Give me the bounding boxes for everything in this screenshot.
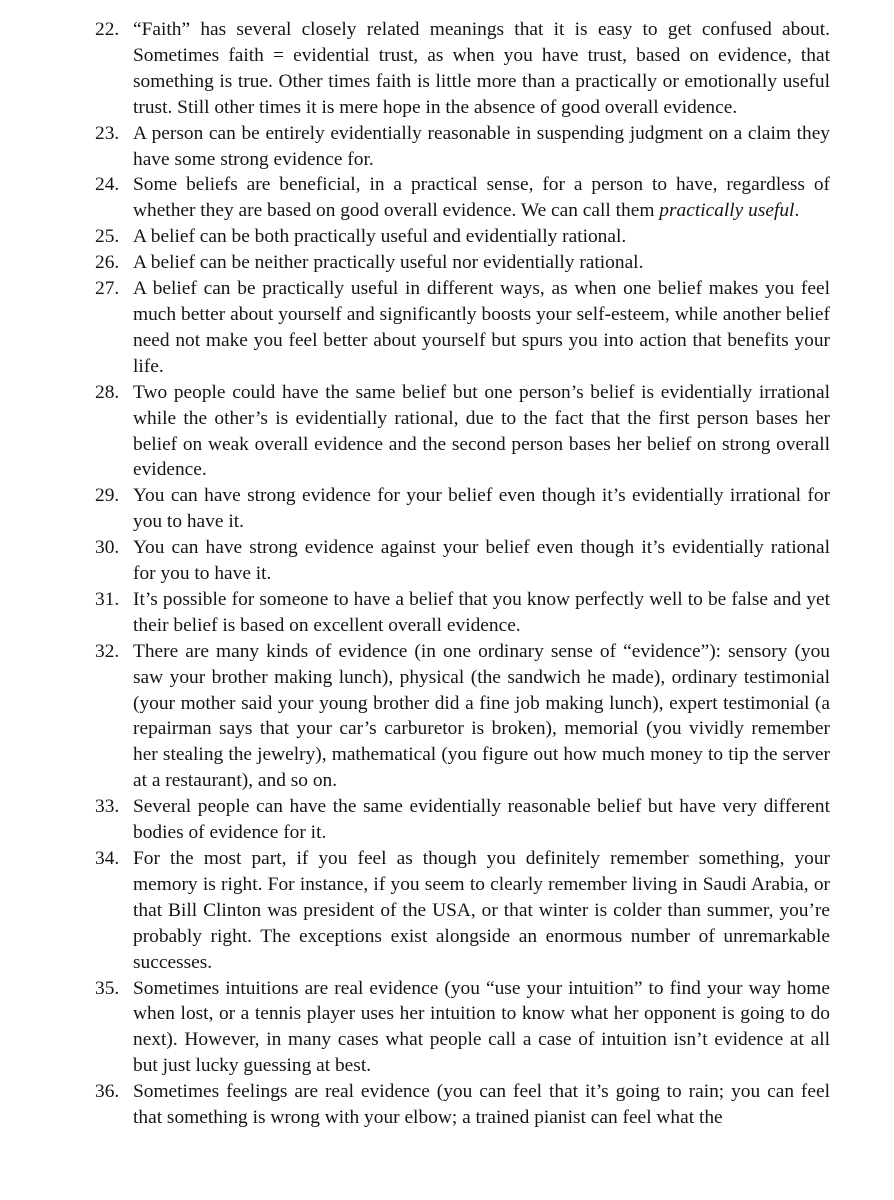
list-item <box>86 276 830 380</box>
item-number: 24. <box>95 174 120 196</box>
list-item <box>86 587 830 639</box>
numbered-list <box>86 17 830 1131</box>
item-text: Two people could have the same belief but one person’s belief is evidentially irrational while the other’s is evidentially rational, due to the fact that the first person bases her belief on weak overall evidence and the second person bases her belief on strong overall evidence. <box>133 381 830 481</box>
item-text: There are many kinds of evidence (in one ordinary sense of “evidence”): sensory (you saw your brother making lunch), physical (the sandwich he made), ordinary testimonial (your mother said your young brother did a fine job making lunch), expert testimonial (a repairman says that your car’s carburetor is broken), memorial (you vividly remember her stealing the jewelry), mathematical (you figure out how much money to tip the server at a restaurant), and so on. <box>133 640 830 792</box>
item-number: 25. <box>95 226 120 248</box>
item-text: You can have strong evidence against your belief even though it’s evidentially rational for you to have it. <box>133 537 830 585</box>
item-text: Sometimes intuitions are real evidence (you “use your intuition” to find your way home when lost, or a tennis player uses her intuition to know what her opponent is going to do next). However, in many cases what people call a case of intuition isn’t evidence at all but just lucky guessing at best. <box>133 977 830 1077</box>
item-number: 30. <box>95 537 120 559</box>
list-item <box>86 535 830 587</box>
item-number: 29. <box>95 485 120 507</box>
list-item <box>86 121 830 173</box>
item-text: A belief can be both practically useful and evidentially rational. <box>133 226 627 248</box>
item-text: A person can be entirely evidentially reasonable in suspending judgment on a claim they have some strong evidence for. <box>133 122 830 170</box>
item-text: “Faith” has several closely related meanings that it is easy to get confused about. Sometimes faith = evidential trust, as when you have trust, based on evidence, that something is true. Other times faith is little more than a practically or emotionally useful trust. Still other times it is mere hope in the absence of good overall evidence. <box>133 19 830 118</box>
item-text: Several people can have the same evidentially reasonable belief but have very different bodies of evidence for it. <box>133 796 830 844</box>
item-text: Sometimes feelings are real evidence (you can feel that it’s going to rain; you can feel that something is wrong with your elbow; a trained pianist can feel what the <box>133 1081 830 1129</box>
item-number: 26. <box>95 252 120 274</box>
item-number: 34. <box>95 848 120 869</box>
list-item <box>86 639 830 794</box>
item-number: 28. <box>95 381 120 403</box>
item-text: A belief can be neither practically useful nor evidentially rational. <box>133 252 644 274</box>
item-number: 31. <box>95 588 120 610</box>
list-item <box>86 794 830 846</box>
list-item <box>86 172 830 224</box>
item-number: 22. <box>95 19 120 40</box>
item-text: A belief can be practically useful in different ways, as when one belief makes you feel much better about yourself and significantly boosts your self-esteem, while another belief need not make you feel better about yourself but spurs you into action that benefits your life. <box>133 278 830 377</box>
item-number: 36. <box>95 1081 120 1103</box>
item-number: 23. <box>95 122 120 144</box>
list-item <box>86 846 830 976</box>
item-emphasis: practically useful <box>659 200 795 222</box>
list-item <box>86 224 830 250</box>
list-item <box>86 483 830 535</box>
item-text: It’s possible for someone to have a belief that you know perfectly well to be false and yet their belief is based on excellent overall evidence. <box>133 588 830 636</box>
list-item <box>86 1079 830 1131</box>
item-text: For the most part, if you feel as though you definitely remember something, your memory is right. For instance, if you seem to clearly remember living in Saudi Arabia, or that Bill Clinton was president of the USA, or that winter is colder than summer, you’re probably right. The exceptions exist alongside an enormous number of unremarkable successes. <box>133 848 830 973</box>
list-item <box>86 250 830 276</box>
item-text: Some beliefs are beneficial, in a practical sense, for a person to have, regardless of whether they are based on good overall evidence. We can call them <box>133 174 830 222</box>
item-text-after: . <box>794 200 800 222</box>
item-number: 27. <box>95 278 120 300</box>
item-number: 35. <box>95 977 120 999</box>
list-item <box>86 17 830 121</box>
item-number: 33. <box>95 796 120 818</box>
list-item <box>86 380 830 484</box>
item-number: 32. <box>95 640 120 662</box>
item-text: You can have strong evidence for your belief even though it’s evidentially irrational for you to have it. <box>133 485 830 533</box>
list-item <box>86 976 830 1080</box>
